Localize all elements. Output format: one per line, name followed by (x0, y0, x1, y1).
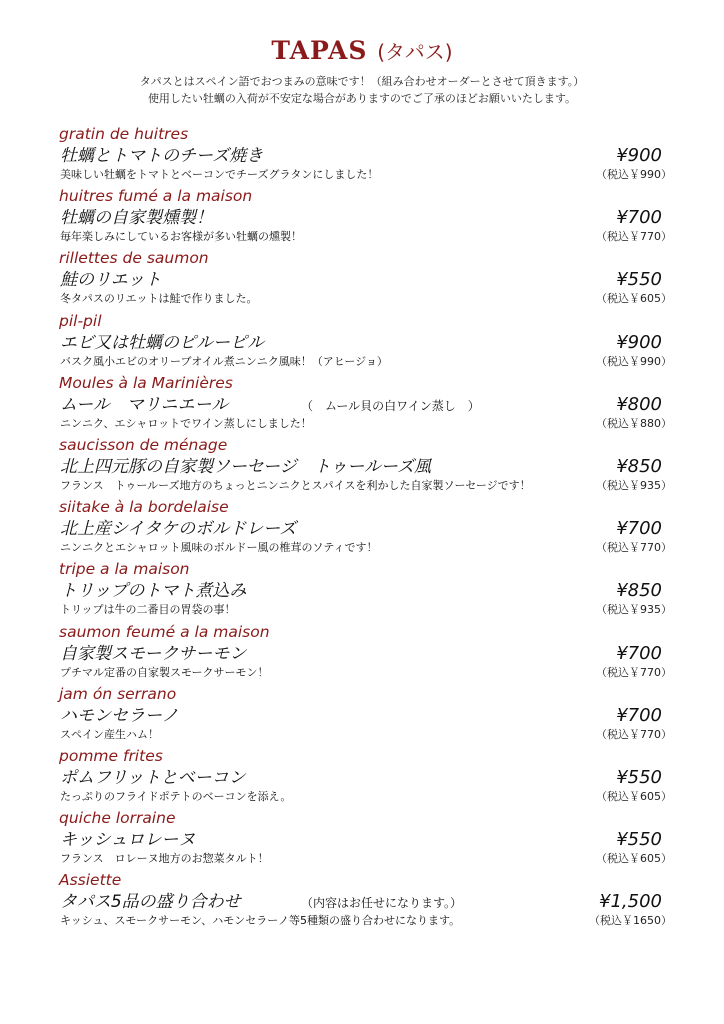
item-description: フランス ロレーヌ地方のお惣菜タルト！ (60, 852, 269, 866)
menu-item (58, 373, 680, 435)
menu-item (58, 870, 680, 932)
item-description: プチマル定番の自家製スモークサーモン！ (60, 665, 269, 679)
item-description: フランス トゥールーズ地方のちょっとニンニクとスパイスを利かした自家製ソーセージです！ (60, 478, 531, 492)
item-french-name: jam ón serrano (59, 684, 177, 703)
item-tax-price: （税込￥605） (596, 852, 672, 866)
item-description: スペイン産生ハム！ (60, 727, 159, 741)
item-tax-price: （税込￥605） (596, 292, 672, 306)
menu-item (58, 746, 680, 808)
item-french-name: siitake à la bordelaise (59, 498, 229, 517)
item-tax-price: （税込￥770） (596, 230, 672, 244)
item-japanese-name: 北上産シイタケのボルドレーズ (60, 519, 297, 540)
item-price: ¥850 (616, 580, 662, 602)
item-price: ¥1,500 (599, 891, 662, 913)
intro-line-2: 使用したい牡蠣の入荷が不安定な場合がありますのでご了承のほどお願いいたします。 (147, 92, 577, 105)
item-french-name: Moules à la Marinières (59, 373, 233, 392)
item-french-name: pil-pil (59, 311, 102, 330)
menu-item (58, 497, 680, 559)
item-tax-price: （税込￥1650） (589, 914, 672, 928)
item-french-name: pomme frites (59, 746, 163, 765)
item-japanese-name: エビ又は牡蠣のピルーピル (60, 332, 264, 353)
item-price: ¥850 (616, 455, 662, 477)
item-price: ¥900 (616, 145, 662, 166)
menu-item (58, 559, 680, 621)
item-description: バスク風小エビのオリーブオイル煮ニンニク風味！（アヒージョ） (60, 354, 388, 368)
item-french-name: rillettes de saumon (59, 249, 209, 268)
item-french-name: quiche lorraine (59, 809, 176, 828)
item-description: 美味しい牡蠣をトマトとベーコンでチーズグラタンにしました！ (60, 168, 379, 181)
item-tax-price: （税込￥880） (596, 416, 672, 430)
item-french-name: Assiette (59, 871, 122, 890)
item-note: （ ムール貝の白ワイン蒸し ） (301, 398, 480, 413)
title-latin: TAPAS (271, 36, 368, 65)
item-description: トリップは牛の二番目の胃袋の事！ (60, 603, 236, 617)
item-tax-price: （税込￥990） (596, 354, 672, 368)
menu-item (58, 808, 680, 870)
item-japanese-name: 牡蠣とトマトのチーズ焼き (60, 146, 264, 166)
title-kana: (タパス) (377, 40, 453, 64)
menu-item (58, 684, 680, 746)
intro-line-1: タパスとはスペイン語でおつまみの意味です！（組み合わせオーダーとさせて頂きます。） (139, 75, 585, 88)
item-japanese-name: 鮭のリエット (60, 270, 162, 291)
item-price: ¥700 (616, 642, 662, 664)
menu-list (58, 124, 680, 932)
item-note: （内容はお任せになります。） (301, 896, 463, 911)
item-japanese-name: キッシュロレーヌ (60, 830, 196, 851)
item-french-name: huitres fumé a la maison (59, 187, 253, 206)
item-japanese-name: ムール マリニエール (60, 394, 229, 415)
item-japanese-name: ハモンセラーノ (60, 705, 179, 726)
item-price: ¥700 (616, 704, 662, 726)
item-japanese-name: 北上四元豚の自家製ソーセージ トゥールーズ風 (60, 456, 432, 477)
item-price: ¥550 (616, 766, 662, 788)
item-description: ニンニク、エシャロットでワイン蒸しにしました！ (60, 416, 312, 430)
item-tax-price: （税込￥770） (596, 541, 672, 555)
item-price: ¥700 (616, 518, 662, 540)
item-french-name: gratin de huitres (59, 125, 189, 143)
item-japanese-name: 牡蠣の自家製燻製！ (60, 208, 213, 229)
menu-item (58, 435, 680, 497)
item-tax-price: （税込￥770） (596, 665, 672, 679)
item-description: 冬タパスのリエットは鮭で作りました。 (60, 292, 258, 306)
item-tax-price: （税込￥990） (596, 168, 672, 181)
menu-item (58, 311, 680, 373)
menu-item (58, 186, 680, 248)
item-japanese-name: ポムフリットとベーコン (60, 767, 246, 788)
menu-header (0, 34, 724, 107)
item-tax-price: （税込￥605） (596, 789, 672, 803)
menu-item (58, 124, 680, 186)
item-description: キッシュ、スモークサーモン、ハモンセラーノ等5種類の盛り合わせになります。 (60, 914, 461, 928)
item-japanese-name: トリップのトマト煮込み (60, 581, 247, 602)
item-japanese-name: タパス5品の盛り合わせ (60, 892, 241, 913)
menu-item (58, 248, 680, 310)
item-french-name: tripe a la maison (59, 560, 190, 579)
item-tax-price: （税込￥935） (596, 603, 672, 617)
item-description: ニンニクとエシャロット風味のボルドー風の椎茸のソティです！ (60, 541, 378, 555)
item-price: ¥900 (616, 331, 662, 353)
page-title (0, 34, 724, 69)
item-price: ¥800 (616, 393, 662, 415)
item-french-name: saucisson de ménage (59, 435, 228, 454)
item-french-name: saumon feumé a la maison (59, 622, 270, 641)
item-description: 毎年楽しみにしているお客様が多い牡蠣の燻製！ (60, 230, 302, 244)
item-description: たっぷりのフライドポテトのベーコンを添え。 (60, 789, 292, 803)
item-japanese-name: 自家製スモークサーモン (60, 643, 247, 664)
item-tax-price: （税込￥935） (596, 478, 672, 492)
item-price: ¥550 (616, 829, 662, 851)
menu-item (58, 622, 680, 684)
item-price: ¥550 (616, 269, 662, 291)
item-price: ¥700 (616, 207, 662, 229)
item-tax-price: （税込￥770） (596, 727, 672, 741)
intro-text (0, 73, 724, 107)
